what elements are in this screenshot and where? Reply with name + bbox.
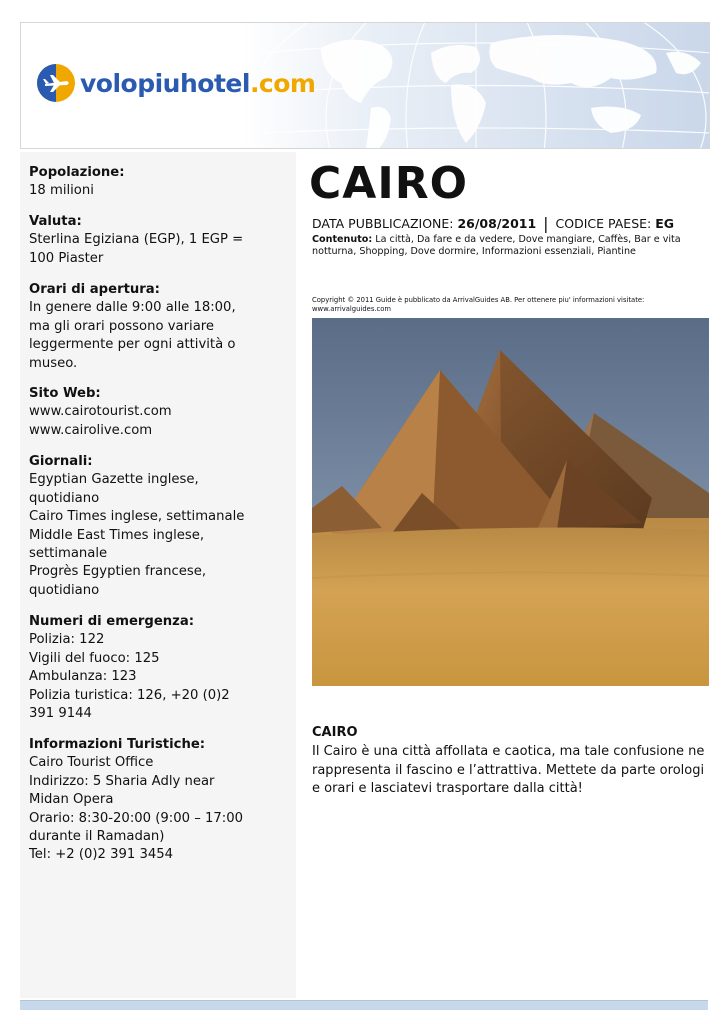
logo-wordmark: volopiuhotel.com bbox=[80, 68, 316, 98]
section-line: Progrès Egyptien francese, bbox=[29, 564, 207, 580]
section-line: Ambulanza: 123 bbox=[29, 669, 137, 685]
section-line: Indirizzo: 5 Sharia Adly near bbox=[29, 773, 215, 789]
section-heading: Numeri di emergenza: bbox=[29, 614, 195, 629]
section-line: 100 Piaster bbox=[29, 250, 104, 266]
country-code-label: CODICE PAESE: bbox=[551, 216, 656, 231]
section-heading: Informazioni Turistiche: bbox=[29, 737, 206, 752]
section-line: quotidiano bbox=[29, 490, 100, 506]
section-line: Polizia turistica: 126, +20 (0)2 bbox=[29, 687, 230, 703]
section-heading: Sito Web: bbox=[29, 386, 101, 401]
section-line: Egyptian Gazette inglese, bbox=[29, 472, 199, 488]
section-line: ma gli orari possono variare bbox=[29, 318, 215, 334]
website-link[interactable]: www.cairotourist.com bbox=[29, 404, 172, 420]
section-line: leggermente per ogni attività o bbox=[29, 337, 236, 353]
article-body: Il Cairo è una città affollata e caotica, ma tale confusione ne rappresenta il fascino e l’attrattiva. Mettete da parte orologi e orari e lasciatevi trasportare dalla città! bbox=[312, 744, 705, 797]
separator: | bbox=[543, 214, 549, 233]
contents-label: Contenuto: bbox=[312, 234, 373, 245]
airplane-icon bbox=[36, 63, 76, 103]
tourist-info-section bbox=[29, 736, 269, 865]
population-section bbox=[29, 164, 269, 201]
section-heading: Giornali: bbox=[29, 454, 93, 469]
publication-info bbox=[312, 214, 674, 233]
country-code-value: EG bbox=[655, 216, 675, 231]
section-line: durante il Ramadan) bbox=[29, 829, 165, 845]
brand-logo[interactable] bbox=[36, 63, 315, 103]
section-line: Polizia: 122 bbox=[29, 632, 105, 648]
section-line: 391 9144 bbox=[29, 706, 92, 722]
section-line: quotidiano bbox=[29, 582, 100, 598]
article-title: CAIRO bbox=[312, 725, 358, 740]
section-line: Middle East Times inglese, bbox=[29, 527, 205, 543]
section-line: settimanale bbox=[29, 546, 108, 562]
website-section bbox=[29, 385, 269, 440]
newspapers-section bbox=[29, 453, 269, 600]
section-line: Cairo Times inglese, settimanale bbox=[29, 509, 245, 525]
section-line: Vigili del fuoco: 125 bbox=[29, 650, 160, 666]
section-line: Orario: 8:30-20:00 (9:00 – 17:00 bbox=[29, 810, 243, 826]
section-line: Tel: +2 (0)2 391 3454 bbox=[29, 847, 174, 863]
section-line: Cairo Tourist Office bbox=[29, 755, 154, 771]
pub-date-value: 26/08/2011 bbox=[457, 216, 537, 231]
section-heading: Valuta: bbox=[29, 214, 82, 229]
contents-summary bbox=[312, 234, 707, 258]
emergency-numbers-section bbox=[29, 613, 269, 723]
world-map-graphic bbox=[261, 23, 710, 148]
section-line: 18 milioni bbox=[29, 183, 94, 199]
currency-section bbox=[29, 213, 269, 268]
header-banner bbox=[20, 22, 710, 149]
section-heading: Orari di apertura: bbox=[29, 282, 160, 297]
website-link[interactable]: www.cairolive.com bbox=[29, 422, 153, 438]
section-line: museo. bbox=[29, 355, 78, 371]
section-line: In genere dalle 9:00 alle 18:00, bbox=[29, 300, 236, 316]
pyramids-photo bbox=[312, 318, 709, 686]
pub-date-label: DATA PUBBLICAZIONE: bbox=[312, 216, 458, 231]
contents-text: La città, Da fare e da vedere, Dove mangiare, Caffès, Bar e vita notturna, Shopping, Dove dormire, Informazioni essenziali, Piantine bbox=[312, 234, 681, 257]
opening-hours-section bbox=[29, 281, 269, 373]
section-heading: Popolazione: bbox=[29, 165, 125, 180]
section-line: Sterlina Egiziana (EGP), 1 EGP = bbox=[29, 232, 244, 248]
page-title: CAIRO bbox=[309, 158, 468, 209]
section-line: Midan Opera bbox=[29, 792, 114, 808]
copyright-notice: Copyright © 2011 Guide è pubblicato da ArrivalGuides AB. Per ottenere piu' informazioni visitate: www.arrivalguides.com bbox=[312, 296, 645, 313]
footer-bar bbox=[20, 1000, 708, 1010]
